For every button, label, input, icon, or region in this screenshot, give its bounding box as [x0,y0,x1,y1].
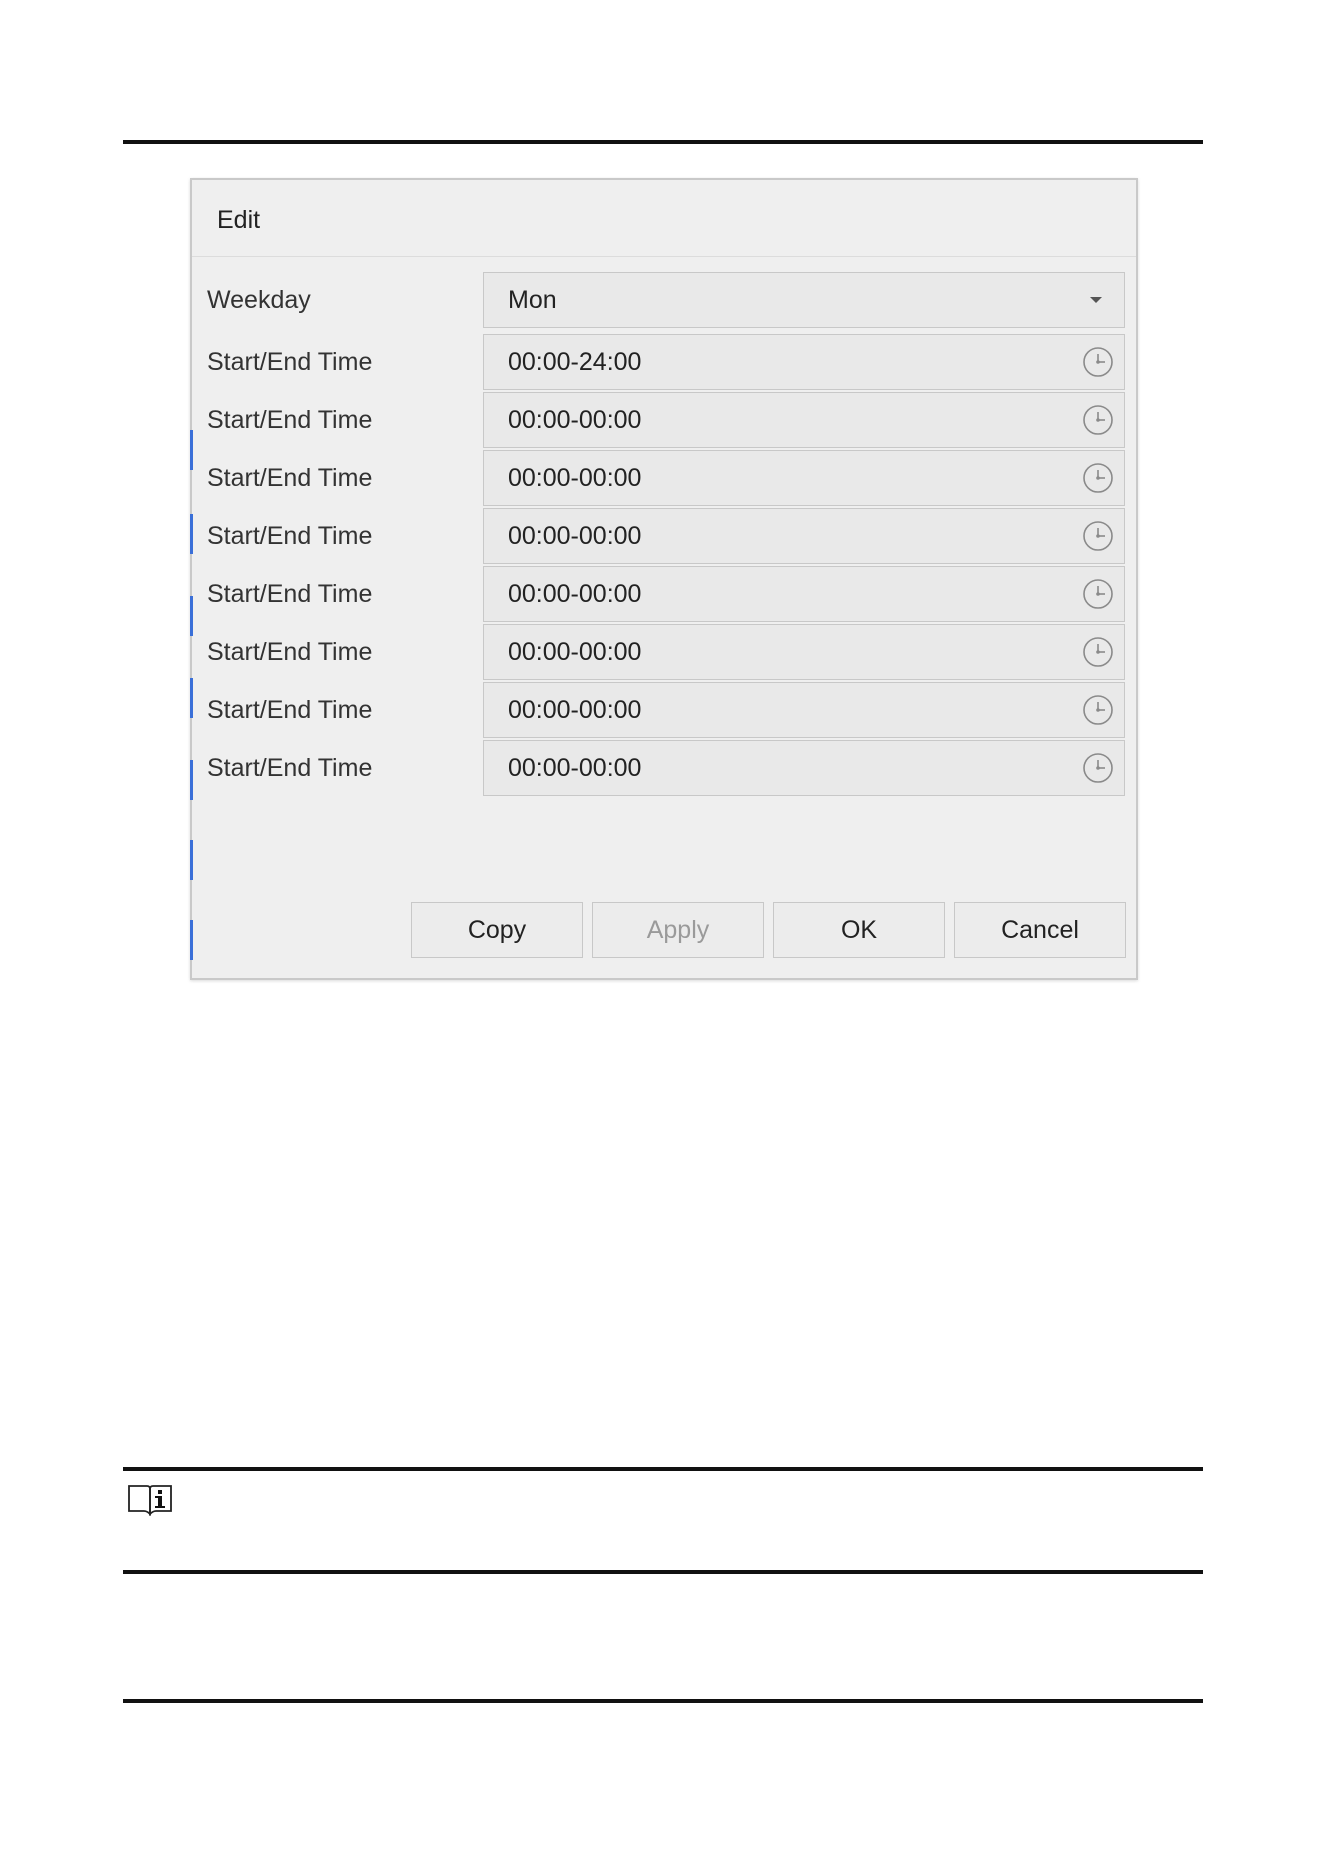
note-icon [127,1483,173,1517]
cancel-button[interactable]: Cancel [954,902,1126,958]
time-field[interactable] [483,450,1125,506]
time-label: Start/End Time [207,348,373,376]
time-value: 00:00-00:00 [508,696,642,724]
time-field[interactable] [483,334,1125,390]
clock-icon[interactable] [1082,694,1114,726]
apply-button[interactable]: Apply [592,902,764,958]
side-mark [190,514,193,554]
side-mark [190,840,193,880]
time-field[interactable] [483,392,1125,448]
time-row-3 [192,450,1136,506]
side-mark [190,596,193,636]
time-value: 00:00-00:00 [508,522,642,550]
side-mark [190,920,193,960]
header-rule [123,140,1203,144]
time-row-6 [192,624,1136,680]
weekday-row [192,272,1136,328]
time-field[interactable] [483,566,1125,622]
time-label: Start/End Time [207,406,373,434]
clock-icon[interactable] [1082,346,1114,378]
weekday-value: Mon [508,286,557,314]
ok-button[interactable]: OK [773,902,945,958]
time-value: 00:00-00:00 [508,638,642,666]
time-label: Start/End Time [207,638,373,666]
clock-icon[interactable] [1082,578,1114,610]
side-mark [190,430,193,470]
chevron-down-icon[interactable] [1090,297,1102,303]
time-field[interactable] [483,624,1125,680]
time-label: Start/End Time [207,464,373,492]
note-top-rule [123,1467,1203,1471]
time-row-4 [192,508,1136,564]
edit-dialog [190,178,1138,980]
clock-icon[interactable] [1082,752,1114,784]
clock-icon[interactable] [1082,462,1114,494]
time-value: 00:00-00:00 [508,406,642,434]
time-value: 00:00-00:00 [508,464,642,492]
time-label: Start/End Time [207,522,373,550]
side-mark [190,678,193,718]
side-mark [190,760,193,800]
footer-rule [123,1699,1203,1703]
clock-icon[interactable] [1082,520,1114,552]
time-row-2 [192,392,1136,448]
time-label: Start/End Time [207,580,373,608]
copy-button[interactable]: Copy [411,902,583,958]
note-bottom-rule [123,1570,1203,1574]
dialog-header [192,180,1136,257]
time-value: 00:00-00:00 [508,580,642,608]
clock-icon[interactable] [1082,636,1114,668]
dialog-title: Edit [217,206,261,234]
time-field[interactable] [483,740,1125,796]
time-row-5 [192,566,1136,622]
clock-icon[interactable] [1082,404,1114,436]
time-field[interactable] [483,682,1125,738]
time-value: 00:00-00:00 [508,754,642,782]
side-marks [190,430,193,970]
time-label: Start/End Time [207,696,373,724]
weekday-select[interactable] [483,272,1125,328]
time-label: Start/End Time [207,754,373,782]
time-row-1 [192,334,1136,390]
time-row-8 [192,740,1136,796]
time-row-7 [192,682,1136,738]
time-value: 00:00-24:00 [508,348,642,376]
time-field[interactable] [483,508,1125,564]
weekday-label: Weekday [207,286,311,314]
